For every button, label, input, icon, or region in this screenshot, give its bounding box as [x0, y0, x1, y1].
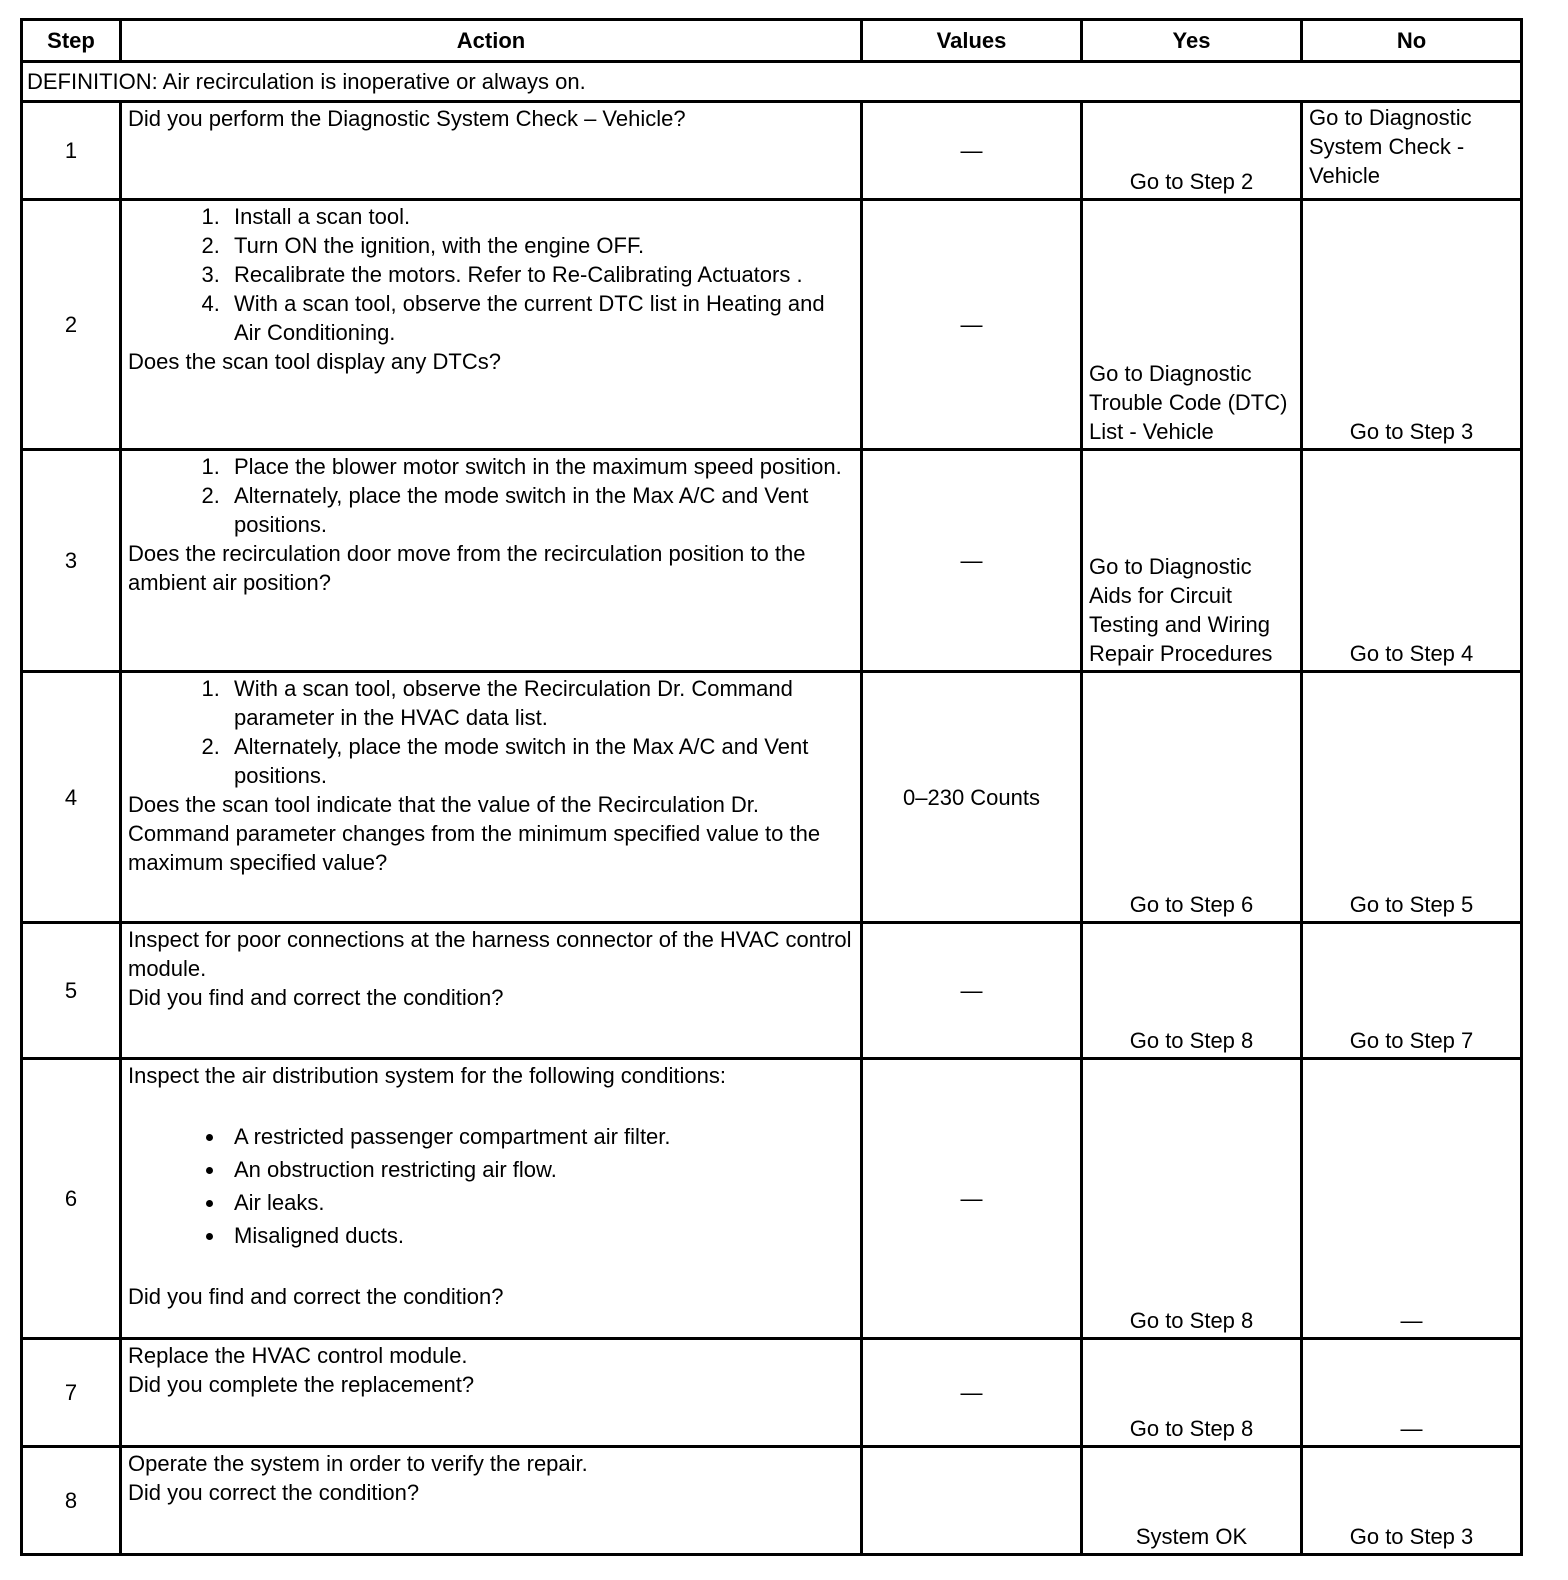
list-item: 4. With a scan tool, observe the current DTC list in Heating and Air Conditioning.: [226, 289, 854, 347]
table-row: [22, 1339, 1522, 1447]
no-cell: Go to Step 5: [1302, 672, 1522, 923]
no-cell: Go to Step 3: [1302, 200, 1522, 450]
no-cell: Go to Step 4: [1302, 450, 1522, 672]
step-number: 4: [22, 672, 121, 923]
action-question: Does the scan tool display any DTCs?: [128, 349, 501, 374]
action-intro: Operate the system in order to verify the repair.: [128, 1451, 588, 1476]
yes-cell: Go to Step 8: [1082, 923, 1302, 1059]
action-intro: Inspect the air distribution system for the following conditions:: [128, 1063, 726, 1088]
action-list: [128, 674, 854, 790]
list-item: 1. Place the blower motor switch in the maximum speed position.: [226, 452, 854, 481]
list-item: • Air leaks.: [226, 1186, 854, 1219]
definition-row: [22, 62, 1522, 102]
yes-cell: Go to Step 8: [1082, 1339, 1302, 1447]
yes-cell: Go to Step 8: [1082, 1059, 1302, 1339]
yes-cell: Go to Diagnostic Aids for Circuit Testing and Wiring Repair Procedures: [1082, 450, 1302, 672]
yes-cell: System OK: [1082, 1447, 1302, 1555]
action-cell: [121, 102, 862, 200]
yes-cell: Go to Diagnostic Trouble Code (DTC) List - Vehicle: [1082, 200, 1302, 450]
action-question: Did you find and correct the condition?: [128, 1284, 504, 1309]
list-item: 1. With a scan tool, observe the Recirculation Dr. Command parameter in the HVAC data list.: [226, 674, 854, 732]
value-cell: —: [862, 450, 1082, 672]
condition-list: [128, 1120, 854, 1252]
action-question: Did you perform the Diagnostic System Check – Vehicle?: [128, 106, 686, 131]
action-cell: [121, 1339, 862, 1447]
no-cell: Go to Step 3: [1302, 1447, 1522, 1555]
step-number: 2: [22, 200, 121, 450]
step-number: 7: [22, 1339, 121, 1447]
table-row: [22, 450, 1522, 672]
header-row: [22, 20, 1522, 62]
action-intro: Inspect for poor connections at the harness connector of the HVAC control module.: [128, 927, 852, 981]
value-cell: —: [862, 200, 1082, 450]
action-cell: [121, 200, 862, 450]
no-cell: —: [1302, 1059, 1522, 1339]
action-cell: [121, 1059, 862, 1339]
list-item: 2. Turn ON the ignition, with the engine OFF.: [226, 231, 854, 260]
table-row: [22, 923, 1522, 1059]
table-row: [22, 1059, 1522, 1339]
list-item: • An obstruction restricting air flow.: [226, 1153, 854, 1186]
value-cell: 0–230 Counts: [862, 672, 1082, 923]
list-item: • Misaligned ducts.: [226, 1219, 854, 1252]
list-item: 2. Alternately, place the mode switch in the Max A/C and Vent positions.: [226, 732, 854, 790]
step-number: 3: [22, 450, 121, 672]
header-step: Step: [22, 20, 121, 62]
yes-cell: Go to Step 6: [1082, 672, 1302, 923]
value-cell: —: [862, 923, 1082, 1059]
table-row: [22, 672, 1522, 923]
yes-cell: Go to Step 2: [1082, 102, 1302, 200]
list-item: 2. Alternately, place the mode switch in the Max A/C and Vent positions.: [226, 481, 854, 539]
header-no: No: [1302, 20, 1522, 62]
value-cell: —: [862, 1059, 1082, 1339]
action-question: Did you correct the condition?: [128, 1480, 420, 1505]
value-cell: —: [862, 1339, 1082, 1447]
action-list: [128, 452, 854, 539]
list-item: 1. Install a scan tool.: [226, 202, 854, 231]
action-question: Does the recirculation door move from the recirculation position to the ambient air position?: [128, 541, 806, 595]
definition-text: DEFINITION: Air recirculation is inoperative or always on.: [22, 62, 1522, 102]
header-yes: Yes: [1082, 20, 1302, 62]
step-number: 5: [22, 923, 121, 1059]
action-cell: [121, 923, 862, 1059]
table-row: [22, 200, 1522, 450]
no-cell: —: [1302, 1339, 1522, 1447]
list-item: 3. Recalibrate the motors. Refer to Re-Calibrating Actuators .: [226, 260, 854, 289]
step-number: 8: [22, 1447, 121, 1555]
action-intro: Replace the HVAC control module.: [128, 1343, 468, 1368]
no-cell: Go to Diagnostic System Check - Vehicle: [1302, 102, 1522, 200]
step-number: 6: [22, 1059, 121, 1339]
table-row: [22, 102, 1522, 200]
action-cell: [121, 672, 862, 923]
action-cell: [121, 450, 862, 672]
action-cell: [121, 1447, 862, 1555]
no-cell: Go to Step 7: [1302, 923, 1522, 1059]
action-question: Does the scan tool indicate that the value of the Recirculation Dr. Command parameter changes from the minimum specified value to the maximum specified value?: [128, 792, 821, 875]
value-cell: —: [862, 102, 1082, 200]
step-number: 1: [22, 102, 121, 200]
value-cell: [862, 1447, 1082, 1555]
table-row: [22, 1447, 1522, 1555]
action-question: Did you complete the replacement?: [128, 1372, 475, 1397]
action-question: Did you find and correct the condition?: [128, 985, 504, 1010]
action-list: [128, 202, 854, 347]
diagnostic-table: [20, 18, 1523, 1556]
list-item: • A restricted passenger compartment air filter.: [226, 1120, 854, 1153]
header-action: Action: [121, 20, 862, 62]
header-values: Values: [862, 20, 1082, 62]
